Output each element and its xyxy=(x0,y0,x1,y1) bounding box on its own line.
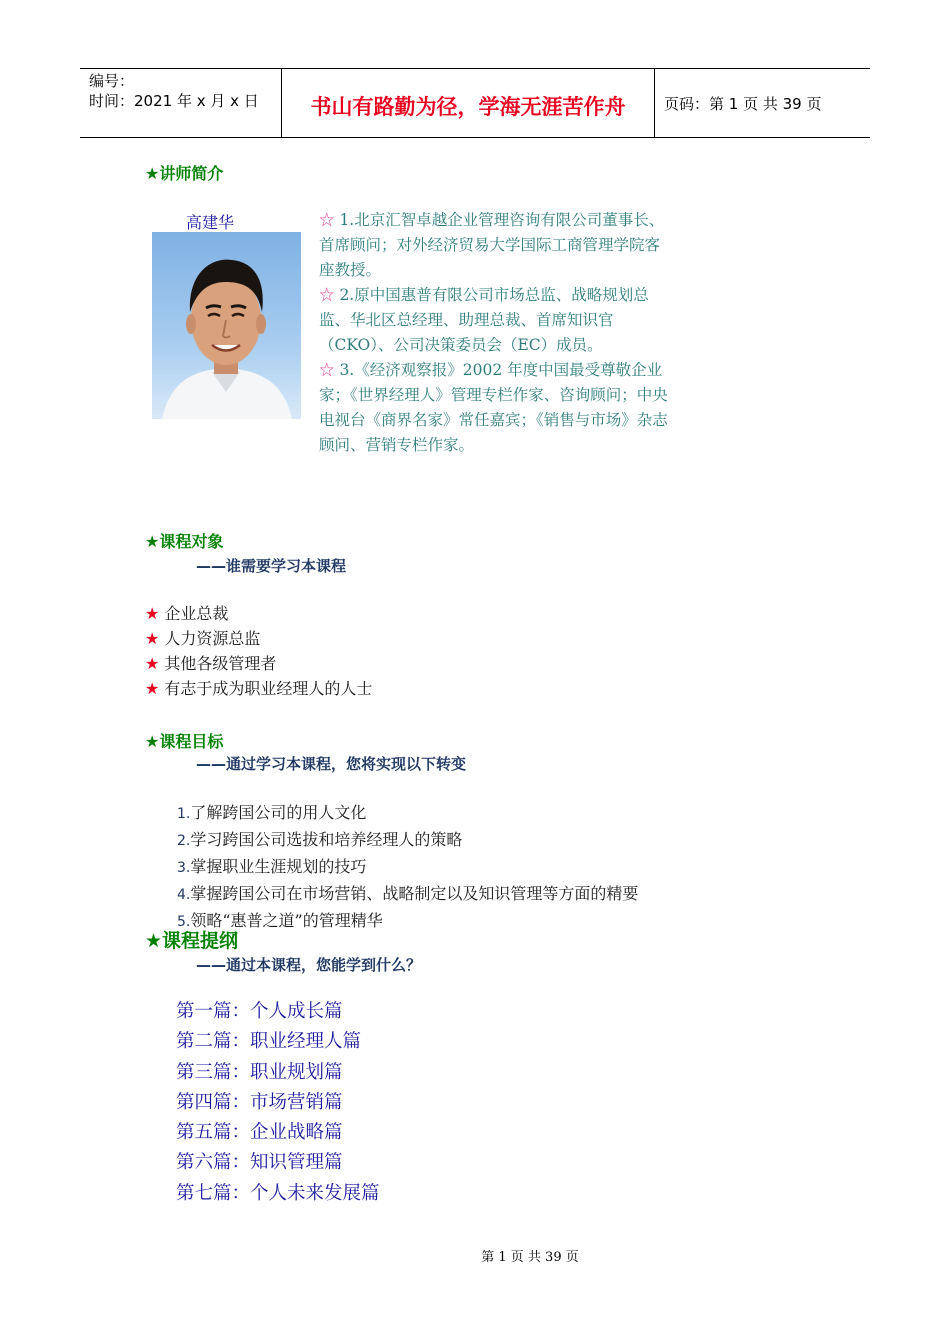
motto: 书山有路勤为径，学海无涯苦作舟 xyxy=(310,95,626,119)
star-icon: ★ xyxy=(145,679,160,698)
footer-page-number: 第 1 页 共 39 页 xyxy=(481,1250,579,1265)
item-number: 4. xyxy=(177,887,191,903)
list-item xyxy=(145,676,372,701)
star-icon: ★ xyxy=(145,654,160,673)
list-item-text: 企业总裁 xyxy=(159,604,229,623)
goals-subtitle: ——通过学习本课程，您将实现以下转变 xyxy=(196,755,467,773)
document-header xyxy=(80,68,870,138)
list-item-text: 有志于成为职业经理人的人士 xyxy=(159,679,373,698)
list-item-text: 学习跨国公司选拔和培养经理人的策略 xyxy=(190,830,463,849)
time-label: 时间：2021 年 x 月 x 日 xyxy=(89,92,259,110)
outline-item: 第三篇：职业规划篇 xyxy=(176,1061,343,1083)
section-title-audience: ★课程对象 xyxy=(145,532,224,551)
instructor-photo xyxy=(152,232,301,419)
outline-item: 第七篇：个人未来发展篇 xyxy=(176,1182,380,1204)
page-code: 页码：第 1 页 共 39 页 xyxy=(664,95,822,113)
item-number: 2. xyxy=(177,833,191,849)
list-item xyxy=(145,651,372,676)
section-title-goals: ★课程目标 xyxy=(145,732,224,751)
star-icon: ★ xyxy=(145,604,160,623)
outline-item: 第六篇：知识管理篇 xyxy=(176,1152,343,1174)
bio-item xyxy=(319,283,669,358)
header-meta-cell xyxy=(80,69,282,137)
list-item-text: 其他各级管理者 xyxy=(159,654,277,673)
list-item-text: 了解跨国公司的用人文化 xyxy=(190,803,367,822)
list-item xyxy=(177,881,638,908)
star-outline-icon: ☆ xyxy=(319,361,335,379)
item-number: 3. xyxy=(177,860,191,876)
audience-list xyxy=(145,601,372,701)
star-outline-icon: ☆ xyxy=(319,286,335,304)
portrait-illustration xyxy=(152,232,301,419)
section-title-instructor: ★讲师简介 xyxy=(145,164,224,183)
bio-text: 1.北京汇智卓越企业管理咨询有限公司董事长、首席顾问；对外经济贸易大学国际工商管理学院客座教授。 xyxy=(319,211,665,279)
item-number: 5. xyxy=(177,914,191,930)
list-item xyxy=(177,854,638,881)
star-outline-icon: ☆ xyxy=(319,211,335,229)
audience-subtitle: ——谁需要学习本课程 xyxy=(196,557,347,575)
bio-text: 3.《经济观察报》2002 年度中国最受尊敬企业家；《世界经理人》管理专栏作家、咨询顾问；中央电视台《商界名家》常任嘉宾；《销售与市场》杂志顾问、营销专栏作家。 xyxy=(319,361,668,454)
outline-item: 第四篇：市场营销篇 xyxy=(176,1091,343,1113)
outline-item: 第一篇：个人成长篇 xyxy=(176,1001,343,1022)
goals-list xyxy=(177,800,638,935)
list-item-text: 掌握职业生涯规划的技巧 xyxy=(190,857,367,876)
bio-text: 2.原中国惠普有限公司市场总监、战略规划总监、华北区总经理、助理总裁、首席知识官（CKO）、公司决策委员会（EC）成员。 xyxy=(319,286,649,354)
list-item-text: 领略“惠普之道”的管理精华 xyxy=(190,911,383,930)
instructor-bio xyxy=(319,208,669,458)
header-motto-cell xyxy=(282,69,655,137)
list-item xyxy=(145,601,372,626)
item-number: 1. xyxy=(177,806,191,822)
bio-item xyxy=(319,208,669,283)
outline-subtitle: ——通过本课程，您能学到什么？ xyxy=(196,956,422,974)
outline-item: 第二篇：职业经理人篇 xyxy=(176,1031,362,1053)
number-label: 编号： xyxy=(89,72,135,90)
page-footer xyxy=(0,1246,950,1265)
list-item xyxy=(177,827,638,854)
bio-item xyxy=(319,358,669,458)
header-page-cell xyxy=(655,69,870,137)
list-item xyxy=(177,908,638,935)
outline-item: 第五篇：企业战略篇 xyxy=(176,1122,343,1144)
list-item-text: 人力资源总监 xyxy=(159,629,261,648)
outline-list xyxy=(176,997,380,1209)
list-item xyxy=(177,800,638,827)
instructor-name: 高建华 xyxy=(186,213,235,232)
list-item xyxy=(145,626,372,651)
list-item-text: 掌握跨国公司在市场营销、战略制定以及知识管理等方面的精要 xyxy=(190,884,639,903)
star-icon: ★ xyxy=(145,629,160,648)
section-title-outline: ★课程提纲 xyxy=(145,930,239,952)
